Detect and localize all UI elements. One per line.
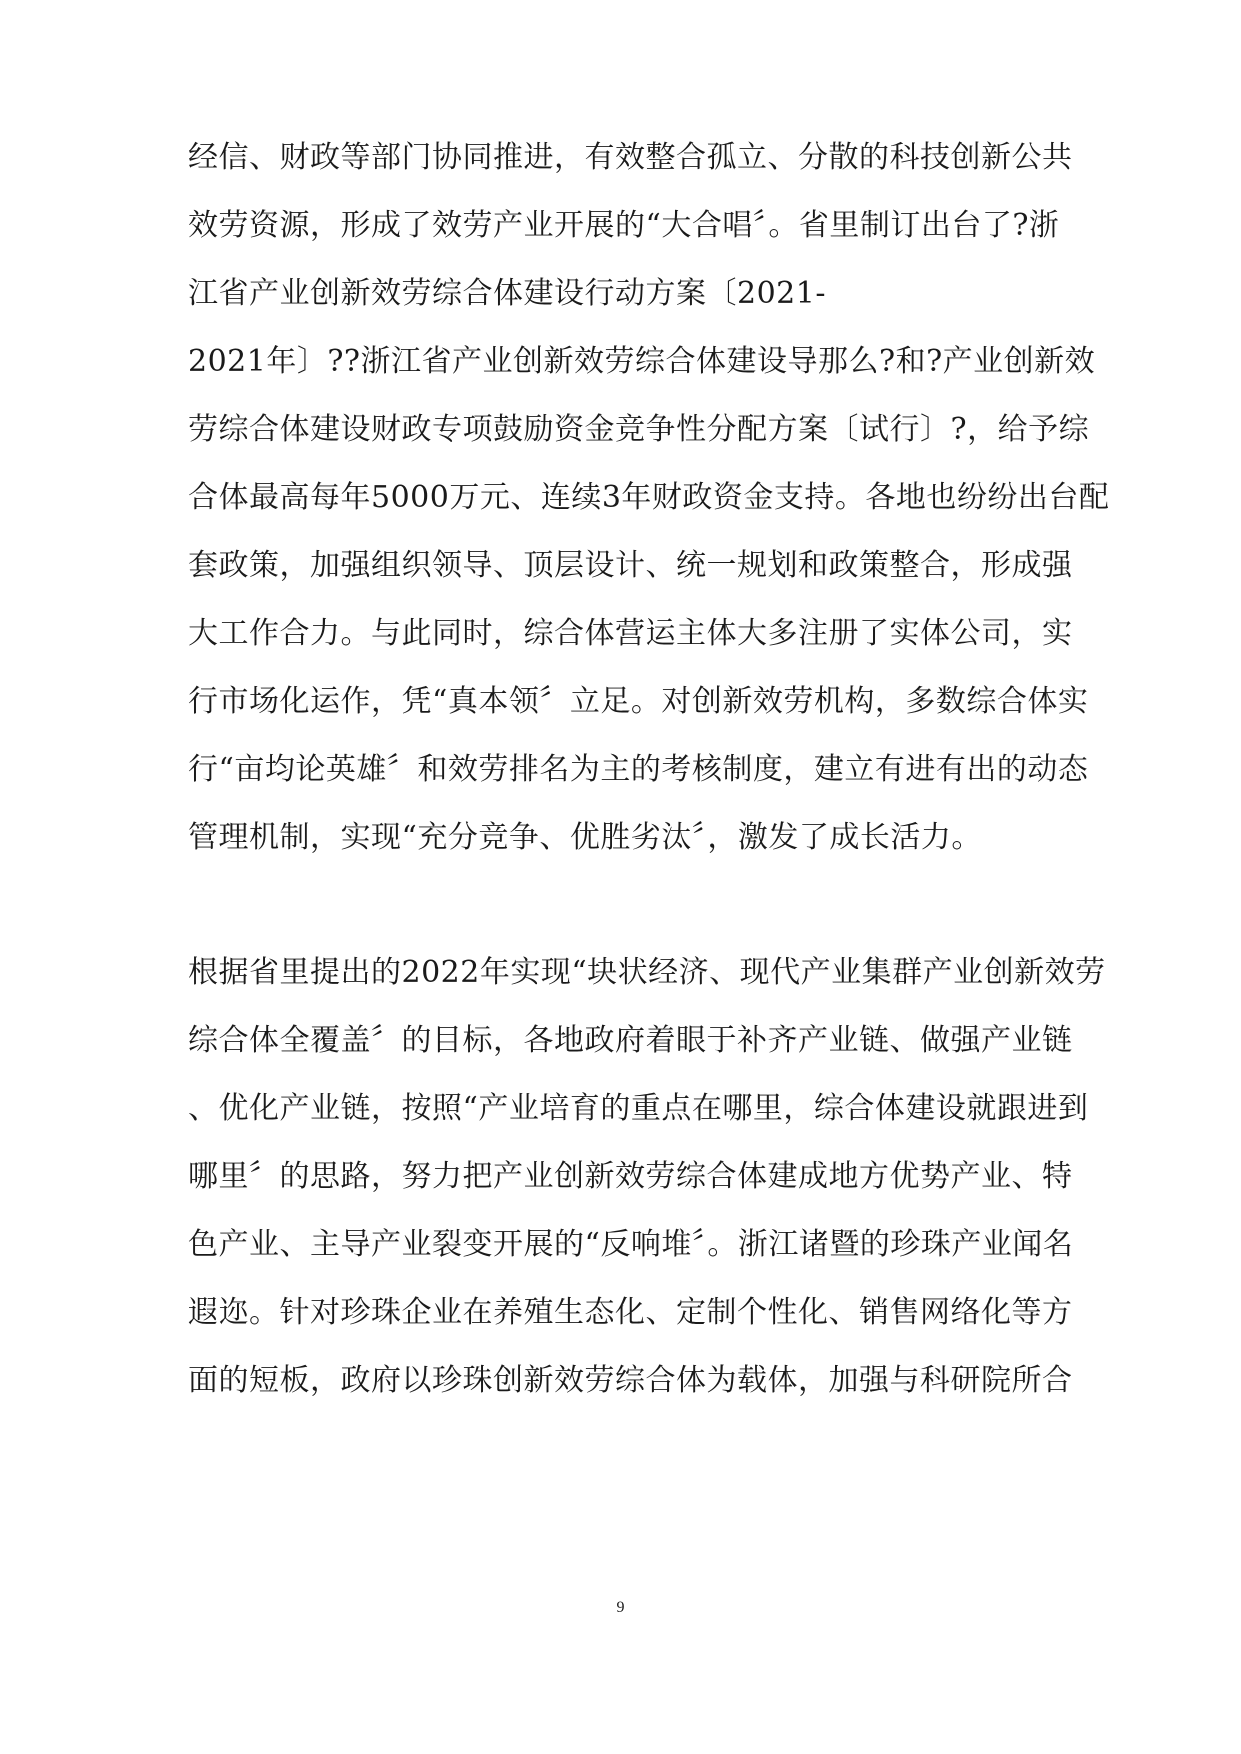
text-line: 哪里〞的思路，努力把产业创新效劳综合体建成地方优势产业、特: [188, 1159, 1073, 1194]
text-line: 大工作合力。与此同时，综合体营运主体大多注册了实体公司，实: [188, 616, 1073, 651]
text-line: 江省产业创新效劳综合体建设行动方案〔2021-: [188, 276, 826, 311]
text-line: 遐迩。针对珍珠企业在养殖生态化、定制个性化、销售网络化等方: [188, 1295, 1073, 1330]
page-number: 9: [616, 1599, 625, 1616]
text-line: 根据省里提出的2022年实现“块状经济、现代产业集群产业创新效劳: [188, 955, 1106, 990]
text-line: 综合体全覆盖〞的目标，各地政府着眼于补齐产业链、做强产业链: [188, 1023, 1073, 1058]
text-line: 劳综合体建设财政专项鼓励资金竞争性分配方案〔试行〕?，给予综: [188, 412, 1090, 447]
text-line: 合体最高每年5000万元、连续3年财政资金支持。各地也纷纷出台配: [188, 480, 1110, 515]
text-line: 效劳资源，形成了效劳产业开展的“大合唱〞。省里制订出台了?浙: [188, 208, 1060, 243]
text-line: 2021年〕??浙江省产业创新效劳综合体建设导那么?和?产业创新效: [188, 344, 1096, 379]
text-line: 、优化产业链，按照“产业培育的重点在哪里，综合体建设就跟进到: [188, 1091, 1089, 1126]
text-line: 色产业、主导产业裂变开展的“反响堆〞。浙江诸暨的珍珠产业闻名: [188, 1227, 1074, 1262]
text-line: 经信、财政等部门协同推进，有效整合孤立、分散的科技创新公共: [188, 140, 1073, 175]
text-line: 行“亩均论英雄〞和效劳排名为主的考核制度，建立有进有出的动态: [188, 752, 1089, 787]
text-line: 行市场化运作，凭“真本领〞立足。对创新效劳机构，多数综合体实: [188, 684, 1089, 719]
text-line: 套政策，加强组织领导、顶层设计、统一规划和政策整合，形成强: [188, 548, 1073, 583]
text-line: 面的短板，政府以珍珠创新效劳综合体为载体，加强与科研院所合: [188, 1363, 1073, 1398]
text-line: 管理机制，实现“充分竞争、优胜劣汰〞，激发了成长活力。: [188, 820, 982, 855]
